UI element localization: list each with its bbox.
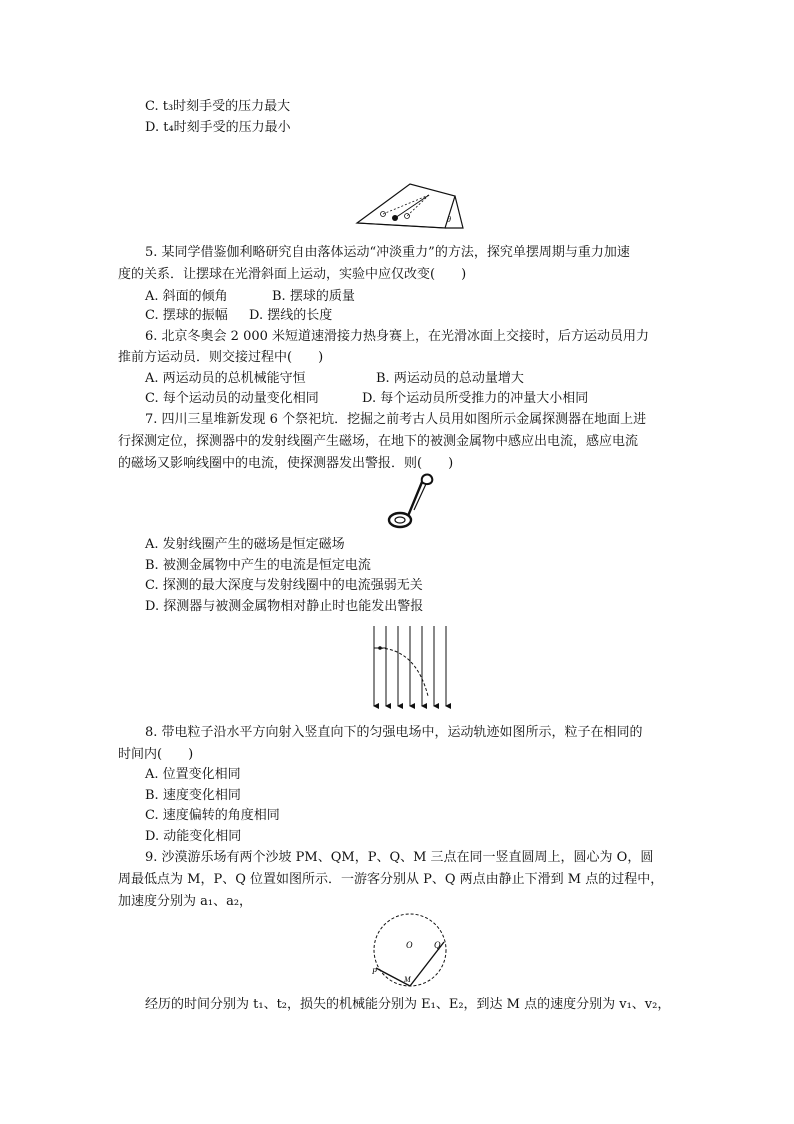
q6-stem-1: 6. 北京冬奥会 2 000 米短道速滑接力热身赛上，在光滑冰面上交接时，后方运动员用力 [145,329,650,344]
q7-option-b: B. 被测金属物中产生的电流是恒定电流 [145,558,371,573]
electric-field-figure [366,624,456,712]
pendulum-string-dashed [407,195,429,216]
metal-detector-figure [380,470,440,532]
incline-surface [357,184,455,228]
q6-option-a: A. 两运动员的总机械能守恒 [145,371,306,386]
q9-stem-3: 加速度分别为 a₁、a₂， [118,894,253,909]
particle-trajectory [380,648,428,696]
q8-option-c: C. 速度偏转的角度相同 [145,808,280,823]
q6-option-c: C. 每个运动员的动量变化相同 [145,391,319,406]
q8-option-b: B. 速度变化相同 [145,788,241,803]
q8-option-d: D. 动能变化相同 [145,829,242,844]
q7-stem-1: 7. 四川三星堆新发现 6 个祭祀坑．挖掘之前考古人员用如图所示金属探测器在地面上进 [145,412,647,427]
incline-pendulum-figure [355,178,467,230]
q5-option-c: C. 摆球的振幅 [145,308,228,323]
detector-handle [422,475,433,485]
q8-option-a: A. 位置变化相同 [145,767,241,782]
detector-coil-inner [395,517,405,523]
option-c-top: C. t₃时刻手受的压力最大 [145,99,291,114]
q7-option-c: C. 探测的最大深度与发射线圈中的电流强弱无关 [145,578,423,593]
q9-stem-2: 周最低点为 M，P、Q 位置如图所示．一游客分别从 P、Q 两点由静止下滑到 M 点的过程中， [118,872,664,887]
q9-stem-1: 9. 沙漠游乐场有两个沙坡 PM、QM，P、Q、M 三点在同一竖直圆周上，圆心为 O，圆 [145,850,654,865]
q5-option-a: A. 斜面的倾角 [145,289,228,304]
pendulum-string [395,195,429,218]
circle-slopes-figure [368,912,454,990]
theta-label: θ [447,215,451,224]
q7-stem-3: 的磁场又影响线圈中的电流，使探测器发出警报．则( ) [118,456,454,471]
q8-stem-2: 时间内( ) [118,747,194,762]
pendulum-bob [392,215,398,221]
q9-stem-4: 经历的时间分别为 t₁、t₂，损失的机械能分别为 E₁、E₂，到达 M 点的速度分别为 v₁、v₂， [145,997,671,1012]
detector-coil [389,513,411,527]
q6-stem-2: 推前方运动员．则交接过程中( ) [118,350,324,365]
q7-option-a: A. 发射线圈产生的磁场是恒定磁场 [145,537,345,552]
point-m-label: M [404,975,411,984]
q6-option-b: B. 两运动员的总动量增大 [376,371,524,386]
center-o-label: O [406,940,413,950]
incline-base [357,223,445,228]
q6-option-d: D. 每个运动员所受推力的冲量大小相同 [362,391,589,406]
q8-stem-1: 8. 带电粒子沿水平方向射入竖直向下的匀强电场中，运动轨迹如图所示，粒子在相同的 [145,725,643,740]
q7-stem-2: 行探测定位，探测器中的发射线圈产生磁场，在地下的被测金属物中感应出电流，感应电流 [118,434,639,449]
q5-stem-2: 度的关系．让摆球在光滑斜面上运动，实验中应仅改变( ) [118,267,467,282]
q5-option-b: B. 摆球的质量 [272,289,355,304]
detector-shaft [408,482,422,516]
option-d-top: D. t₄时刻手受的压力最小 [145,120,291,135]
point-q-label: Q [434,940,441,950]
q7-option-d: D. 探测器与被测金属物相对静止时也能发出警报 [145,599,424,614]
q5-stem-1: 5. 某同学借鉴伽利略研究自由落体运动“冲淡重力”的方法，探究单摆周期与重力加速 [145,245,630,260]
q5-option-d: D. 摆线的长度 [249,308,333,323]
point-p-label: P [372,967,377,976]
